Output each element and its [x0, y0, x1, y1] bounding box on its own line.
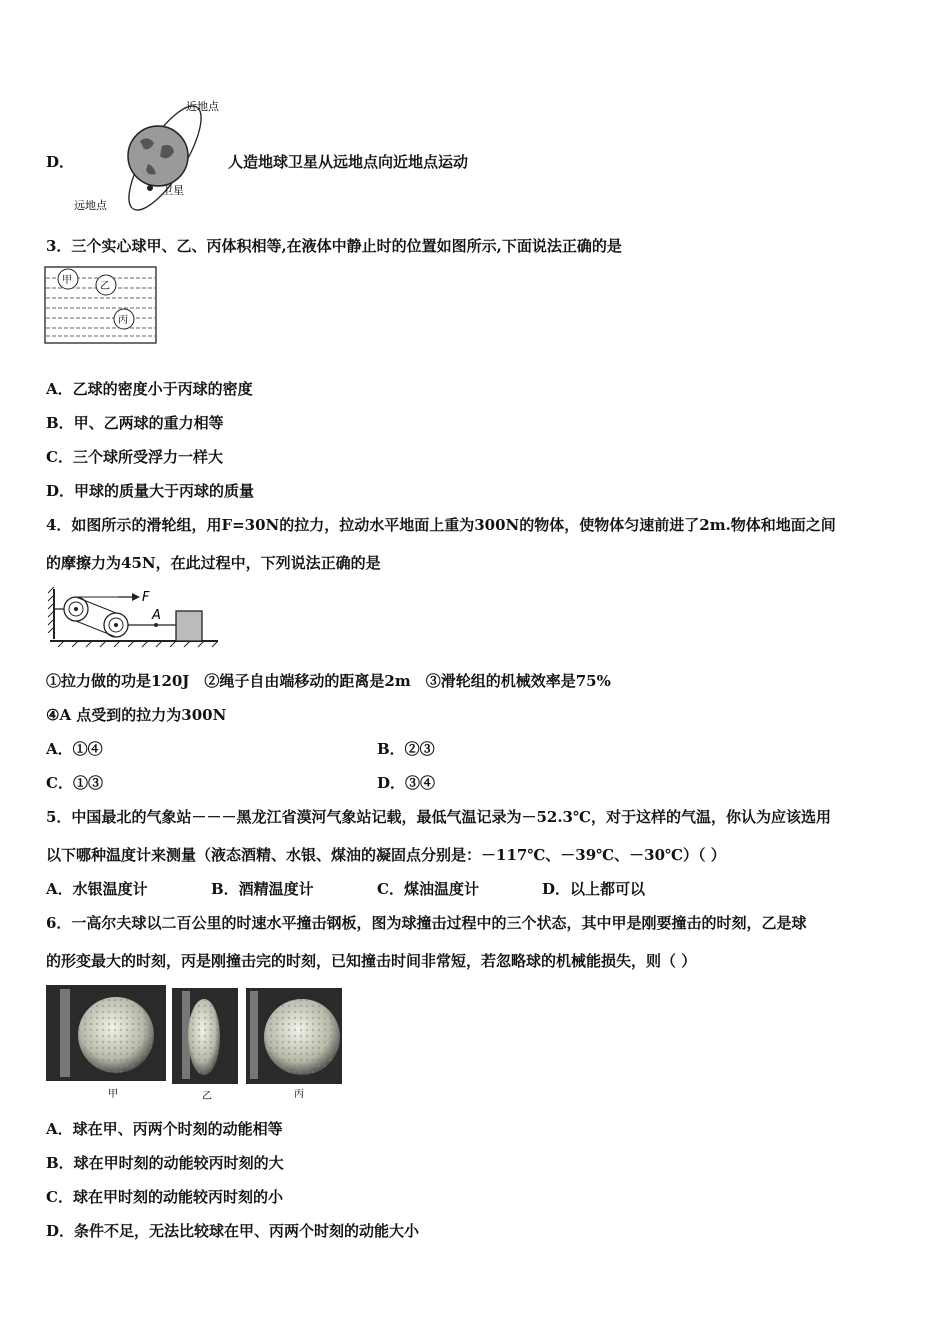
q5-option-a: A．水银温度计 [46, 880, 148, 898]
q6-stem-line1: 6．一高尔夫球以二百公里的时速水平撞击钢板，图为球撞击过程中的三个状态，其中甲是刚要撞击的时刻，乙是球 [46, 914, 807, 932]
q3-stem: 3．三个实心球甲、乙、丙体积相等,在液体中静止时的位置如图所示,下面说法正确的是 [46, 237, 622, 255]
q5-stem-line1: 5．中国最北的气象站－－－黑龙江省漠河气象站记载，最低气温记录为－52.3℃，对于这样的气温，你认为应该选用 [46, 808, 831, 826]
satellite-orbit-figure [70, 96, 230, 216]
far-point-label: 远地点 [74, 199, 107, 212]
q3-option-a: A．乙球的密度小于丙球的密度 [46, 380, 253, 398]
three-balls-liquid-figure [44, 266, 158, 346]
golf-ball-impact-figure [46, 985, 346, 1103]
ball-jia-label: 甲 [62, 275, 72, 286]
satellite-label: 卫星 [162, 184, 184, 197]
q4-option-b: B．②③ [377, 740, 435, 758]
q2-option-d-text: 人造地球卫星从远地点向近地点运动 [228, 153, 469, 171]
q3-option-c: C．三个球所受浮力一样大 [46, 448, 223, 466]
q4-option-a: A．①④ [46, 740, 103, 758]
q6-stem-line2: 的形变最大的时刻，丙是刚撞击完的时刻，已知撞击时间非常短，若忽略球的机械能损失，则（ ） [46, 952, 697, 970]
q2-option-d-label: D． [46, 153, 75, 171]
q5-option-c: C．煤油温度计 [377, 880, 479, 898]
q4-option-c: C．①③ [46, 774, 103, 792]
q4-statements-line1: ①拉力做的功是120J ②绳子自由端移动的距离是2m ③滑轮组的机械效率是75% [46, 672, 611, 690]
q5-stem-line2: 以下哪种温度计来测量（液态酒精、水银、煤油的凝固点分别是：－117℃、－39℃、－30℃）（ ） [46, 846, 726, 864]
photo-jia-label: 甲 [108, 1089, 118, 1100]
q6-option-d: D．条件不足，无法比较球在甲、丙两个时刻的动能大小 [46, 1222, 420, 1240]
ball-yi-label: 乙 [100, 281, 110, 292]
q5-option-d: D．以上都可以 [542, 880, 646, 898]
q6-option-b: B．球在甲时刻的动能较丙时刻的大 [46, 1154, 284, 1172]
q4-stem-line1: 4．如图所示的滑轮组，用F=30N的拉力，拉动水平地面上重为300N的物体，使物体匀速前进了2m.物体和地面之间 [46, 516, 836, 534]
q4-statements-line2: ④A 点受到的拉力为300N [46, 706, 227, 724]
q3-option-b: B．甲、乙两球的重力相等 [46, 414, 224, 432]
q4-option-d: D．③④ [377, 774, 436, 792]
pulley-system-figure [46, 585, 222, 651]
photo-yi-label: 乙 [202, 1091, 212, 1102]
q5-option-b: B．酒精温度计 [211, 880, 314, 898]
q6-option-a: A．球在甲、丙两个时刻的动能相等 [46, 1120, 283, 1138]
force-f-label: F [142, 590, 150, 605]
ball-bing-label: 丙 [118, 315, 128, 326]
near-point-label: 近地点 [186, 100, 219, 113]
point-a-label: A [152, 608, 161, 623]
photo-bing-label: 丙 [294, 1089, 304, 1100]
q6-option-c: C．球在甲时刻的动能较丙时刻的小 [46, 1188, 283, 1206]
q4-stem-line2: 的摩擦力为45N，在此过程中，下列说法正确的是 [46, 554, 381, 572]
q3-option-d: D．甲球的质量大于丙球的质量 [46, 482, 255, 500]
